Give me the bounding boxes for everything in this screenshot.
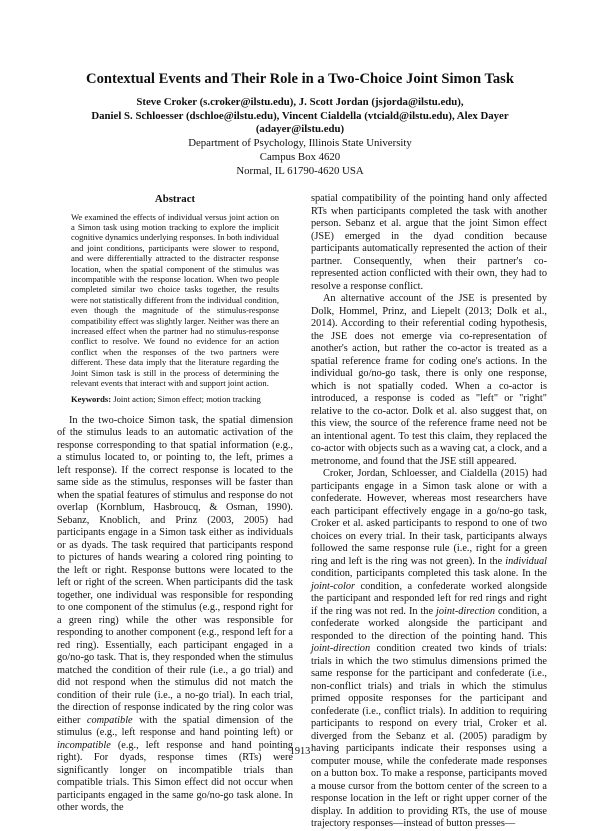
- affiliation: [40, 137, 560, 178]
- intro-paragraph-2: An alternative account of the JSE is presented by Dolk, Hommel, Prinz, and Liepelt (2013; Dolk et al., 2014). According to their referential coding hypothesis, the JSE does not emerge via co-representation of another's action, but rather the co-actor is treated as a spatial reference frame for coding one's actions. In the individual go/no-go task, there is only one response, which is not spatially coded. When a co-actor is introduced, a response is coded as "left" or "right" relative to the co-actor. Dolk et al. also suggest that, on this view, the source of the reference frame need not be an intentional agent. To test this claim, they replaced the co-actor with objects such as a waving cat, a clock, and a metronome, and found that the JSE still appeared.: [311, 293, 547, 467]
- author-line-3: (adayer@ilstu.edu): [255, 123, 345, 136]
- left-column: [57, 193, 293, 815]
- right-column: [311, 193, 547, 831]
- abstract-text: We examined the effects of individual versus joint action on a Simon task using motion tracking to explore the implicit cognitive dynamics underlying responses. In both individual and joint conditions, participants were slower to respond, and were differentially attracted to the distracter response location, when the spatial component of the stimulus was incompatible with the response location. When two people completed similar two choice tasks together, the results were not statistically different from the individual condition, even though the magnitude of the stimulus-response compatibility effect was slightly larger. Neither was there an increased effect when the partner had no stimulus-response conflict to resolve. We found no evidence for an action conflict when the responses of the two partners were different. These data imply that the literature regarding the Joint Simon task is still in the process of determining the relevant events that interact with and support joint action.: [71, 211, 279, 388]
- affiliation-city: Normal, IL 61790-4620 USA: [236, 164, 364, 177]
- intro-paragraph-1: In the two-choice Simon task, the spatial dimension of the stimulus leads to an automatic activation of the response corresponding to that spatial information (e.g., a stimulus located to, or pointing to, the left, primes a left response). If the correct response is located to the same side as the stimulus, responses will be faster than when the spatial features of stimulus and response do not overlap (Kornblum, Hasbroucq, & Osman, 1990). Sebanz, Knoblich, and Prinz (2003, 2005) had participants engage in a Simon task either as individuals or as dyads. The task required that participants respond to pictures of hands wearing a colored ring pointing to the left or right. Response buttons were located to the left or right of the screen. When participants did the task together, one individual was responsible for responding to one component of the stimulus (e.g., respond right for a green ring) while the other was responsible for responding to another component (e.g., respond left for a red ring). Essentially, each participant engaged in a go/no-go task. That is, they responded when the stimulus matched the condition of their rule (i.e., a go trial) and did not respond when the stimulus did not match the condition of their rule (i.e., a no-go trial). In each trial, the direction of response indicated by the ring color was either compatible with the spatial dimension of the stimulus (e.g., left response and hand pointing left) or incompatible (e.g., left response and hand pointing right). For dyads, response times (RTs) were significantly longer on incompatible trials than compatible trials. This Simon effect did not occur when participants engaged in the same go/no-go task alone. In other words, the: [57, 414, 293, 814]
- author-line-1: Steve Croker (s.croker@ilstu.edu), J. Scott Jordan (jsjorda@ilstu.edu),: [136, 96, 464, 108]
- abstract-body: [71, 212, 279, 389]
- keywords: [71, 394, 279, 404]
- author-list: [40, 96, 560, 137]
- intro-paragraph-1-continued: spatial compatibility of the pointing hand only affected RTs when participants completed the task with another person. Sebanz et al. argue that the joint Simon effect (JSE) emerged in the dyad condition because participants automatically represented the action of their partner. Consequently, when their partner's co-represented action conflicted with their own, they had to resolve a response conflict.: [311, 193, 547, 292]
- affiliation-box: Campus Box 4620: [259, 150, 341, 163]
- author-line-2: Daniel S. Schloesser (dschloe@ilstu.edu), Vincent Cialdella (vtciald@ilstu.edu), Alex Dayer: [91, 109, 509, 122]
- keywords-label: Keywords:: [71, 394, 112, 405]
- affiliation-department: Department of Psychology, Illinois State University: [188, 137, 412, 149]
- keywords-text: Joint action; Simon effect; motion tracking: [113, 394, 261, 405]
- intro-paragraph-3: Croker, Jordan, Schloesser, and Cialdella (2015) had participants engage in a Simon task alone or with a confederate. However, whereas most researchers have each participant effectively engage in a go/no-go task, Croker et al. asked participants to respond to one of two choices on every trial. In their task, participants always followed the same response rule (i.e., right for a green ring and left is the ring was not green). In the individual condition, participants completed this task alone. In the joint-color condition, a confederate worked alongside the participant and responded left for red rings and right if the ring was not red. In the joint-direction condition, a confederate worked alongside the participant and responded to the direction of the pointing hand. This joint-direction condition created two kinds of trials: trials in which the two stimulus dimensions primed the same response for the participant and confederate (i.e., non-conflict trials) and trials in which the stimulus primed opposite responses for the participant and confederate (i.e., conflict trials). In addition to requiring participants to respond on every trial, Croker et al. diverged from the Sebanz et al. (2005) paradigm by having participants indicate their responses using a computer mouse, while the confederate made responses on a button box. To make a response, participants moved a mouse cursor from the bottom center of the screen to a response location in the left or right upper corner of the display. In addition to providing RTs, the use of mouse trajectory responses—instead of button presses—: [311, 468, 547, 829]
- abstract-heading: Abstract: [154, 193, 196, 205]
- paper-title: Contextual Events and Their Role in a Two-Choice Joint Simon Task: [86, 71, 514, 87]
- page-number: 1913: [289, 746, 311, 757]
